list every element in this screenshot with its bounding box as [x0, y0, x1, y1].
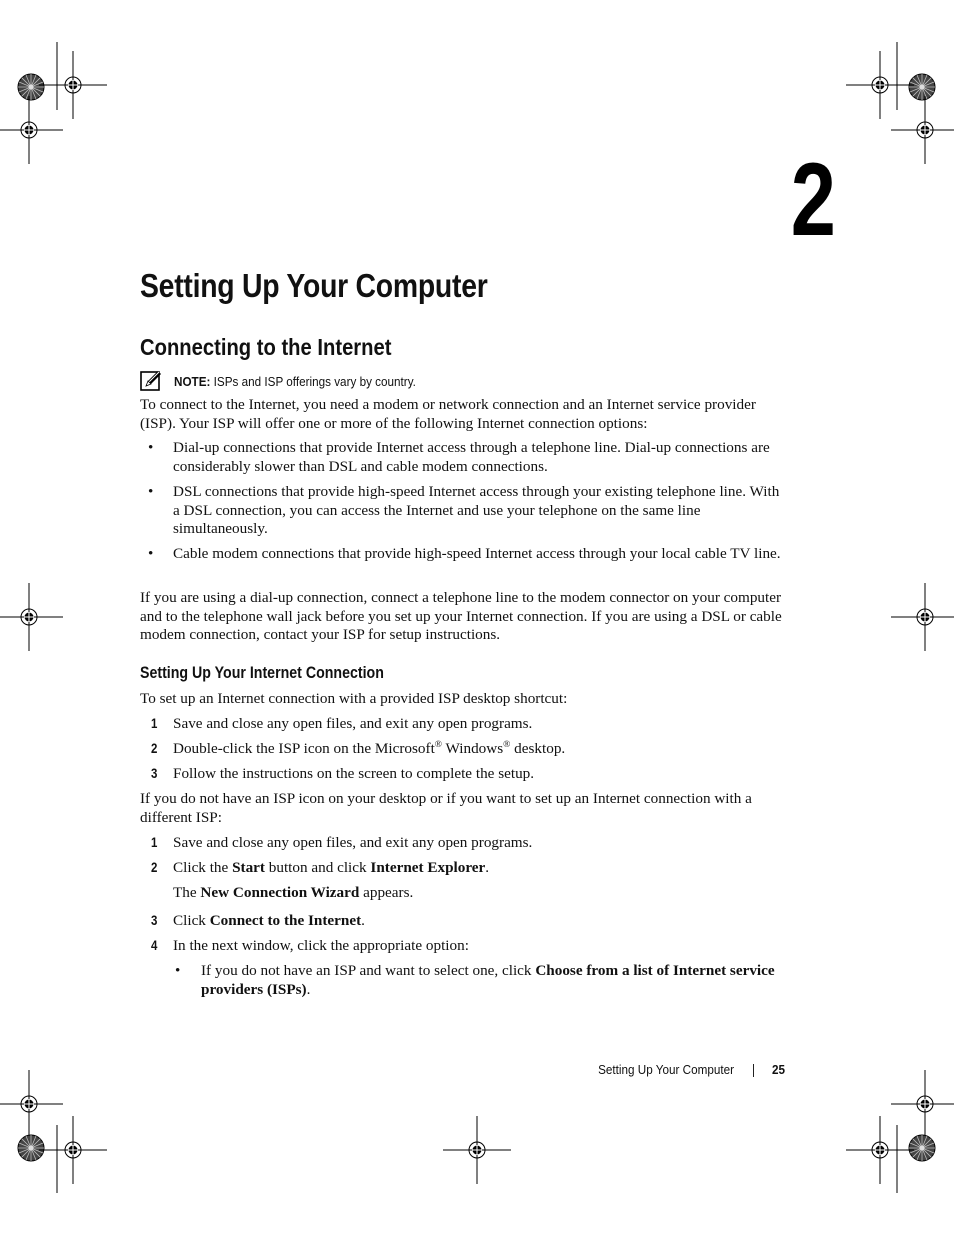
registered-mark: ®: [434, 740, 443, 750]
step-text-part: desktop.: [510, 740, 566, 757]
ui-term-choose-from-list: Choose from a list of Internet service providers (ISPs): [201, 962, 775, 998]
note-text: [174, 374, 416, 389]
step-number: 4: [151, 938, 158, 953]
step-text-part: Double-click the ISP icon on the Microsoft: [173, 740, 435, 757]
step-result-text: [173, 884, 785, 903]
bullet-text-part: .: [306, 980, 311, 998]
step-text: Follow the instructions on the screen to complete the setup.: [173, 765, 535, 782]
section-closing-paragraph: If you are using a dial-up connection, connect a telephone line to the modem connector on your computer and to the telephone wall jack before you set up your Internet connection. If you are using a DSL or cable modem connection, contact your ISP for setup instructions.: [140, 589, 782, 643]
step-number: 1: [151, 835, 158, 850]
footer-divider: [753, 1064, 754, 1077]
step-number: 2: [151, 741, 158, 756]
ui-term-new-connection-wizard: New Connection Wizard: [200, 884, 360, 901]
subsection-title: Setting Up Your Internet Connection: [140, 664, 384, 682]
ui-term-start: Start: [232, 859, 265, 876]
note-pencil-icon: [140, 370, 162, 392]
note-callout: [140, 370, 443, 392]
subsection-intro-2: If you do not have an ISP icon on your desktop or if you want to set up an Internet connection with a different ISP:: [140, 790, 752, 826]
registered-mark: ®: [503, 740, 511, 750]
page-footer: [583, 1061, 786, 1079]
page-number: 25: [771, 1062, 785, 1077]
note-label: NOTE:: [174, 373, 211, 389]
step-text-part: The: [173, 884, 201, 901]
bullet-mark: •: [148, 439, 154, 456]
step-number: 2: [151, 860, 158, 875]
step-text: [173, 912, 785, 931]
chapter-title: Setting Up Your Computer: [140, 267, 488, 304]
section-title: Connecting to the Internet: [140, 334, 392, 360]
step-text: Save and close any open files, and exit any open programs.: [173, 715, 533, 732]
step-text-part: Click: [173, 912, 210, 929]
bullet-mark: •: [148, 545, 154, 562]
bullet-text: Cable modem connections that provide high-speed Internet access through your local cable TV line.: [173, 545, 781, 562]
step-text: [173, 740, 785, 759]
note-body: ISPs and ISP offerings vary by country.: [213, 373, 416, 389]
step-number: 1: [151, 716, 158, 731]
bullet-text: DSL connections that provide high-speed Internet access through your existing telephone line. With a DSL connection, you can access the Internet and use your telephone on the same line simultaneously.: [173, 483, 780, 537]
bullet-text-part: If you do not have an ISP and want to select one, click: [201, 962, 536, 979]
ui-term-internet-explorer: Internet Explorer: [370, 859, 486, 876]
step-text-part: Click the: [173, 859, 233, 876]
step-text-part: .: [485, 859, 490, 876]
ui-term-connect-to-internet: Connect to the Internet: [209, 912, 362, 929]
step-text-part: Windows: [442, 740, 504, 757]
step-text: In the next window, click the appropriate option:: [173, 937, 469, 954]
bullet-text: Dial-up connections that provide Internet access through a telephone line. Dial-up connections are considerably slower than DSL and cable modem connections.: [173, 439, 770, 475]
section-intro-paragraph: To connect to the Internet, you need a modem or network connection and an Internet service provider (ISP). Your ISP will offer one or more of the following Internet connection options:: [140, 396, 756, 432]
step-text: Save and close any open files, and exit any open programs.: [173, 834, 533, 851]
step-number: 3: [151, 913, 158, 928]
step-text-part: .: [361, 912, 365, 929]
step-text-part: appears.: [359, 884, 414, 901]
chapter-number: 2: [790, 142, 836, 258]
footer-section-label: Setting Up Your Computer: [598, 1062, 735, 1077]
step-text-part: button and click: [264, 859, 371, 876]
step-number: 3: [151, 766, 158, 781]
step-text: [173, 859, 785, 878]
bullet-mark: •: [148, 483, 154, 500]
bullet-text: [201, 962, 785, 999]
bullet-mark: •: [175, 962, 181, 979]
subsection-intro-1: To set up an Internet connection with a provided ISP desktop shortcut:: [140, 690, 568, 707]
